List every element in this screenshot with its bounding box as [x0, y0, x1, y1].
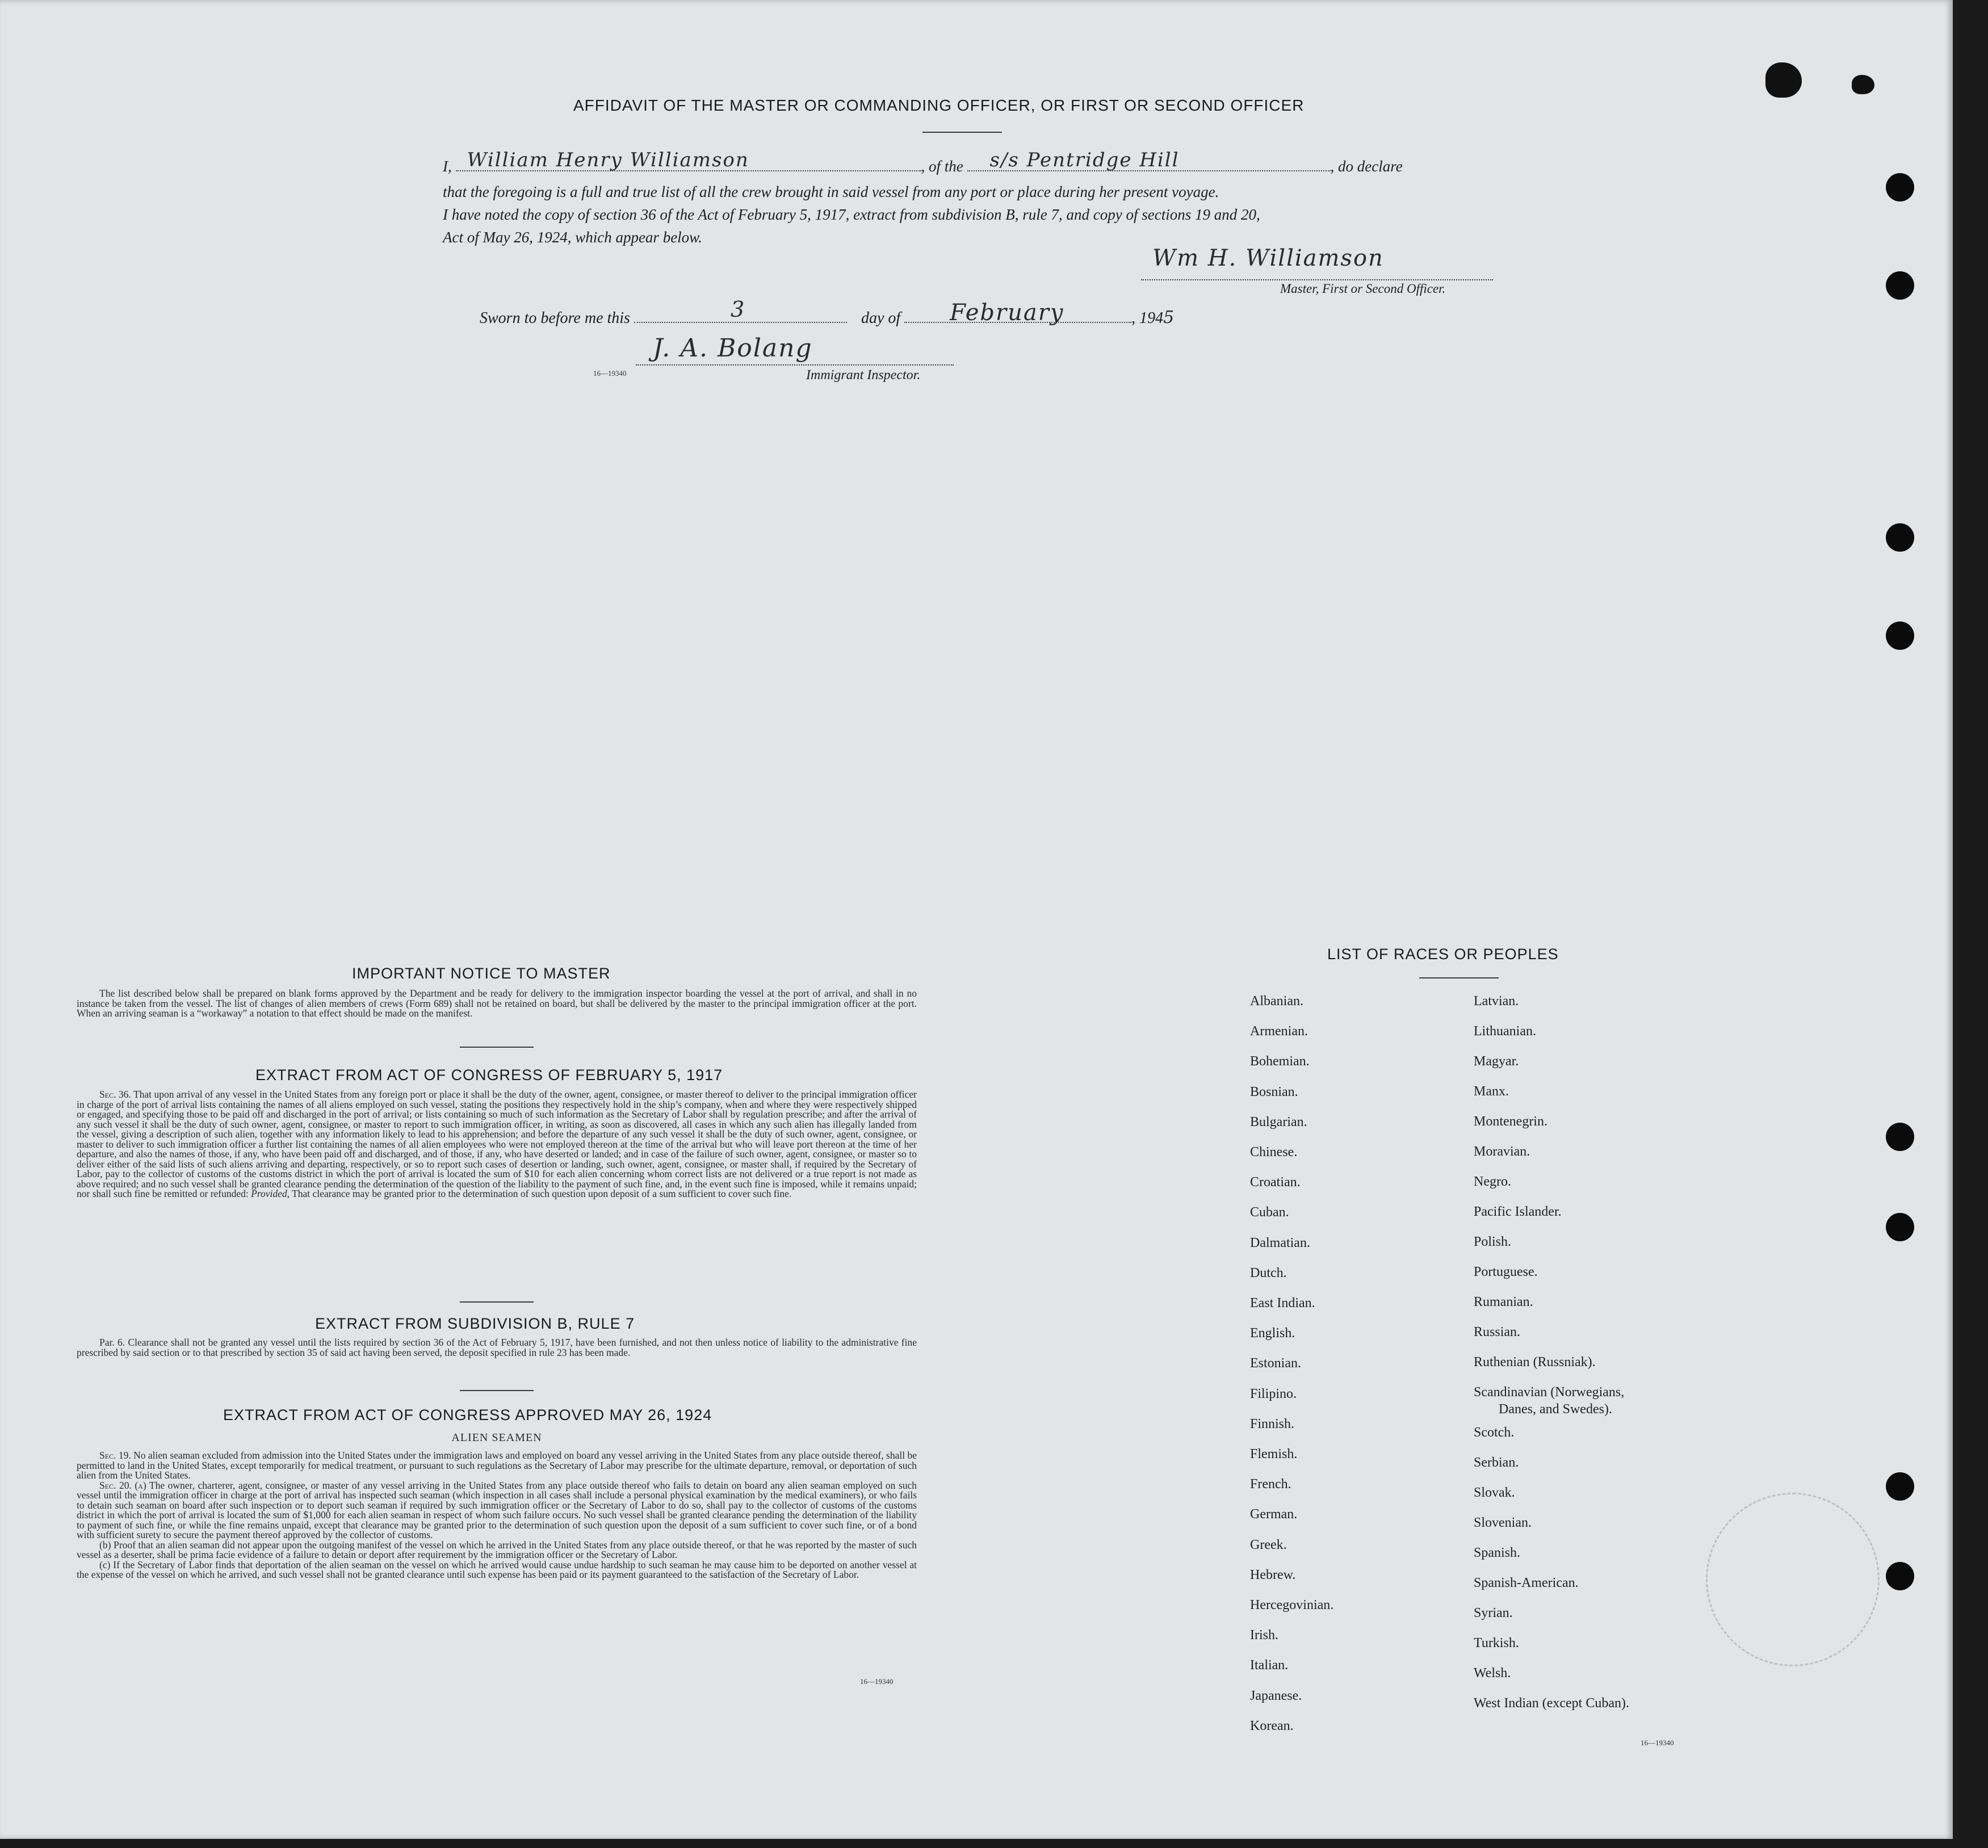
officer-signature-line	[1141, 279, 1493, 280]
officer-name-field	[456, 149, 921, 171]
race-item: Japanese.	[1250, 1689, 1302, 1703]
extract-1924-subtitle	[77, 1433, 917, 1443]
inspector-signature-line	[636, 364, 954, 366]
affidavit-form-number: 16—19340	[593, 369, 627, 377]
sworn-month: February	[950, 300, 1064, 326]
sworn-year-suffix: 5	[1163, 308, 1176, 327]
sec36-label: Sec. 36.	[99, 1089, 131, 1100]
extract-rule7-text	[77, 1338, 917, 1358]
race-item: Russian.	[1474, 1325, 1521, 1339]
race-item: Filipino.	[1250, 1387, 1297, 1401]
punch-hole	[1886, 1562, 1914, 1590]
extract-1917-text	[77, 1090, 917, 1199]
race-item: Negro.	[1474, 1174, 1511, 1189]
race-item: Albanian.	[1250, 994, 1303, 1009]
race-item: Magyar.	[1474, 1054, 1519, 1069]
race-item: Irish.	[1250, 1628, 1278, 1643]
punch-hole	[1886, 523, 1914, 552]
race-item: Danes, and Swedes).	[1499, 1402, 1612, 1417]
race-item: Serbian.	[1474, 1455, 1519, 1470]
officer-name: William Henry Williamson	[467, 149, 749, 171]
extract-1924-text	[77, 1451, 917, 1580]
officer-signature: Wm H. Williamson	[1152, 245, 1384, 271]
race-item: English.	[1250, 1326, 1295, 1341]
ink-blot	[1765, 62, 1802, 98]
race-item: Syrian.	[1474, 1606, 1513, 1620]
race-item: Slovak.	[1474, 1485, 1515, 1500]
race-item: Greek.	[1250, 1538, 1287, 1552]
sworn-day: 3	[730, 297, 746, 322]
ink-blot	[1852, 75, 1874, 94]
race-item: Dutch.	[1250, 1266, 1287, 1280]
sec20a-text: The owner, charterer, agent, consignee, or master of any vessel arriving in the United States from any place outside thereof who fails to detain on board any alien seaman employed on such vessel until the immigration officer in charge at the port of arrival has inspected such seaman (which inspection in all cases shall include a personal physical examination by the medical examiners), or who fails to detain such seaman on board after such inspection or to deport such seaman if required by such immigration officer or the Secretary of Labor to do so, shall pay to the collector of customs of the customs district in which the port of arrival is located the sum of $1,000 for each alien seaman in respect of whom such failure occurs. No such vessel shall be granted clearance pending the determination of the liability to payment of such fine, or while the fine remains unpaid, except that clearance may be granted prior to the determination of such question upon the deposit of a sum sufficient to cover such fine, or of a bond with sufficient surety to secure the payment thereof approved by the collector of customs.	[77, 1479, 917, 1540]
affidavit-line-3: I have noted the copy of section 36 of the Act of February 5, 1917, extract from subdivision B, rule 7, and copy of sections 19 and 20,	[443, 206, 1260, 223]
affidavit-line-4: Act of May 26, 1924, which appear below.	[443, 229, 702, 246]
affidavit-line-1	[443, 149, 1510, 178]
race-item: Estonian.	[1250, 1356, 1301, 1371]
notice-title: IMPORTANT NOTICE TO MASTER	[352, 965, 611, 982]
inspector-signature: J. A. Bolang	[653, 334, 813, 363]
punch-hole	[1886, 621, 1914, 650]
affidavit-of-the: , of the	[921, 158, 963, 175]
inspector-caption: Immigrant Inspector.	[806, 368, 921, 383]
sec19-text: No alien seaman excluded from admission into the United States under the immigration laws and employed on board any vessel arriving in the United States from any place outside thereof, shall be permitted to land in the United States, except temporarily for medical treatment, or pursuant to such regulations as the Secretary of Labor may prescribe for the ultimate departure, removal, or deportation of such alien from the United States.	[77, 1450, 917, 1481]
race-item: Korean.	[1250, 1719, 1294, 1733]
race-item: Rumanian.	[1474, 1295, 1533, 1309]
race-item: Chinese.	[1250, 1145, 1298, 1160]
sec20b-paragraph: (b) Proof that an alien seaman did not appear upon the outgoing manifest of the vessel on which he arrived in the United States from any place outside thereof, or that he was reported by the master of such vessel as a deserter, shall be prima facie evidence of a failure to detain or deport after requirement by the immigration officer or the Secretary of Labor.	[77, 1539, 917, 1560]
faded-stamp	[1706, 1493, 1880, 1666]
race-item: Scotch.	[1474, 1425, 1515, 1440]
race-item: Lithuanian.	[1474, 1024, 1536, 1039]
sec20c-paragraph: (c) If the Secretary of Labor finds that deportation of the alien seaman on the vessel on which he arrived would cause undue hardship to such seaman he may cause him to be deported on another vessel at the expense of the vessel on which he arrived, and such vessel shall not be granted clearance until such expense has been paid or its payment guaranteed to the satisfaction of the Secretary of Labor.	[77, 1559, 917, 1580]
section-rule	[460, 1047, 534, 1048]
sworn-line	[480, 297, 1547, 330]
race-item: East Indian.	[1250, 1296, 1315, 1311]
notice-text	[77, 989, 917, 1019]
race-item: Hercegovinian.	[1250, 1598, 1334, 1612]
vessel-name-field	[967, 149, 1331, 171]
race-item: Bosnian.	[1250, 1085, 1298, 1099]
sec19-label: Sec. 19.	[99, 1450, 131, 1461]
officer-caption: Master, First or Second Officer.	[1280, 282, 1446, 296]
affidavit-prefix: I,	[443, 158, 452, 175]
race-item: Scandinavian (Norwegians,	[1474, 1385, 1625, 1400]
race-item: Croatian.	[1250, 1175, 1301, 1190]
affidavit-title: AFFIDAVIT OF THE MASTER OR COMMANDING OFFICER, OR FIRST OR SECOND OFFICER	[573, 96, 1305, 114]
sec19-paragraph	[77, 1451, 917, 1481]
race-item: Dalmatian.	[1250, 1236, 1310, 1250]
race-item: Latvian.	[1474, 994, 1519, 1009]
race-item: German.	[1250, 1507, 1298, 1522]
race-item: Portuguese.	[1474, 1265, 1538, 1279]
rule7-paragraph: Par. 6. Clearance shall not be granted any vessel until the lists required by section 36 of the Act of February 5, 1917, have been furnished, and not then unless notice of liability to the administrative fine prescribed by said section or to that prescribed by section 35 of said act having been served, the deposit specified in rule 23 has been made.	[77, 1337, 917, 1358]
race-item: Hebrew.	[1250, 1568, 1296, 1582]
extract-1917-title: EXTRACT FROM ACT OF CONGRESS OF FEBRUARY 5, 1917	[255, 1066, 723, 1083]
race-item: Bohemian.	[1250, 1054, 1310, 1069]
races-form-number: 16—19340	[1641, 1738, 1674, 1747]
race-item: Ruthenian (Russniak).	[1474, 1355, 1596, 1370]
sec36-paragraph	[77, 1090, 917, 1199]
race-item: Armenian.	[1250, 1024, 1308, 1039]
punch-hole	[1886, 1123, 1914, 1151]
extract-rule7-title: EXTRACT FROM SUBDIVISION B, RULE 7	[315, 1315, 635, 1332]
race-item: Italian.	[1250, 1658, 1289, 1673]
sworn-month-field	[904, 300, 1131, 326]
section-rule	[460, 1301, 534, 1303]
race-item: Slovenian.	[1474, 1515, 1532, 1530]
punch-hole	[1886, 1213, 1914, 1241]
sec20a-paragraph	[77, 1481, 917, 1540]
title-rule	[922, 132, 1002, 133]
alien-seamen-subtitle: ALIEN SEAMEN	[451, 1431, 542, 1444]
race-item: Pacific Islander.	[1474, 1204, 1562, 1219]
sec20a-label: Sec. 20. (a)	[99, 1479, 146, 1491]
sworn-day-label: day of	[861, 309, 901, 327]
sec36-provided: Provided,	[251, 1188, 290, 1199]
race-item: Spanish-American.	[1474, 1576, 1579, 1590]
race-item: Finnish.	[1250, 1417, 1295, 1431]
notice-paragraph: The list described below shall be prepared on blank forms approved by the Department and be ready for delivery to the immigration inspector boarding the vessel at the port of arrival, and shall in no instance be taken from the vessel. The list of changes of alien members of crews (Form 689) shall not be retained on board, but shall be delivered by the master to the principal immigration officer at the port. When an arriving seaman is a “workaway” a notation to that effect should be made on the manifest.	[77, 988, 917, 1019]
race-item: Montenegrin.	[1474, 1114, 1547, 1129]
affidavit-do-declare: , do declare	[1330, 158, 1403, 175]
races-title: LIST OF RACES OR PEOPLES	[1327, 946, 1559, 963]
sec36-text-end: That clearance may be granted prior to the determination of such question upon deposit of a sum sufficient to cover such fine.	[292, 1188, 792, 1199]
race-item: Welsh.	[1474, 1666, 1511, 1681]
punch-hole	[1886, 173, 1914, 201]
race-item: Manx.	[1474, 1084, 1509, 1099]
races-rule	[1419, 977, 1499, 978]
race-item: West Indian (except Cuban).	[1474, 1696, 1629, 1711]
sworn-year-prefix: , 194	[1131, 309, 1164, 327]
race-item: Bulgarian.	[1250, 1115, 1307, 1129]
punch-hole	[1886, 1472, 1914, 1501]
race-item: Flemish.	[1250, 1447, 1298, 1461]
punch-hole	[1886, 271, 1914, 300]
affidavit-line-2: that the foregoing is a full and true list of all the crew brought in said vessel from any port or place during her present voyage.	[443, 183, 1219, 200]
extract-1924-title: EXTRACT FROM ACT OF CONGRESS APPROVED MAY 26, 1924	[223, 1406, 712, 1423]
section-rule	[460, 1390, 534, 1391]
race-item: Turkish.	[1474, 1636, 1519, 1650]
extract-form-number: 16—19340	[860, 1677, 894, 1686]
vessel-name: s/s Pentridge Hill	[989, 149, 1180, 171]
sworn-prefix: Sworn to before me this	[480, 309, 630, 327]
race-item: Cuban.	[1250, 1205, 1289, 1220]
race-item: Polish.	[1474, 1234, 1512, 1249]
sworn-day-field	[634, 297, 847, 323]
sec36-text: That upon arrival of any vessel in the United States from any foreign port or place it shall be the duty of the owner, agent, consignee, or master thereof to deliver to the principal immigration officer in charge of the port of arrival lists containing the names of all aliens employed on such vessel, stating the positions they respectively hold in the ship’s company, when and where they were respectively shipped or engaged, and specifying those to be paid off and discharged in the port of arrival; or lists containing so much of such information as the Secretary of Labor shall by regulation prescribe; and after the arrival of any such vessel it shall be the duty of such owner, agent, consignee, or master to report to such immigration officer, in writing, as soon as discovered, all cases in which any such alien has illegally landed from the vessel, giving a description of such alien, together with any information likely to lead to his apprehension; and before the departure of any such vessel it shall be the duty of such owner, agent, consignee, or master to deliver to such immigration officer a further list containing the names of all alien employees who were not employed thereon at the time of the arrival but who will leave port thereon at the time of her departure, and also the names of those, if any, who have been paid off and discharged, and of those, if any, who have deserted or landed; and in case of the failure of such owner, agent, consignee, or master so to deliver either of the said lists of such aliens arriving and departing, respectively, or so to report such cases of desertion or landing, such owner, agent, consignee, or master shall, if required by the Secretary of Labor, pay to the collector of customs of the customs district in which the port of arrival is located the sum of $10 for each alien concerning whom correct lists are not delivered or a true report is not made as above required; and no such vessel shall be granted clearance pending the determination of the question of the liability to the payment of such fine, and, in the event such fine is imposed, while it remains unpaid; nor shall such fine be remitted or refunded:	[77, 1089, 917, 1199]
race-item: Spanish.	[1474, 1545, 1521, 1560]
race-item: Moravian.	[1474, 1144, 1530, 1159]
race-item: French.	[1250, 1477, 1291, 1492]
